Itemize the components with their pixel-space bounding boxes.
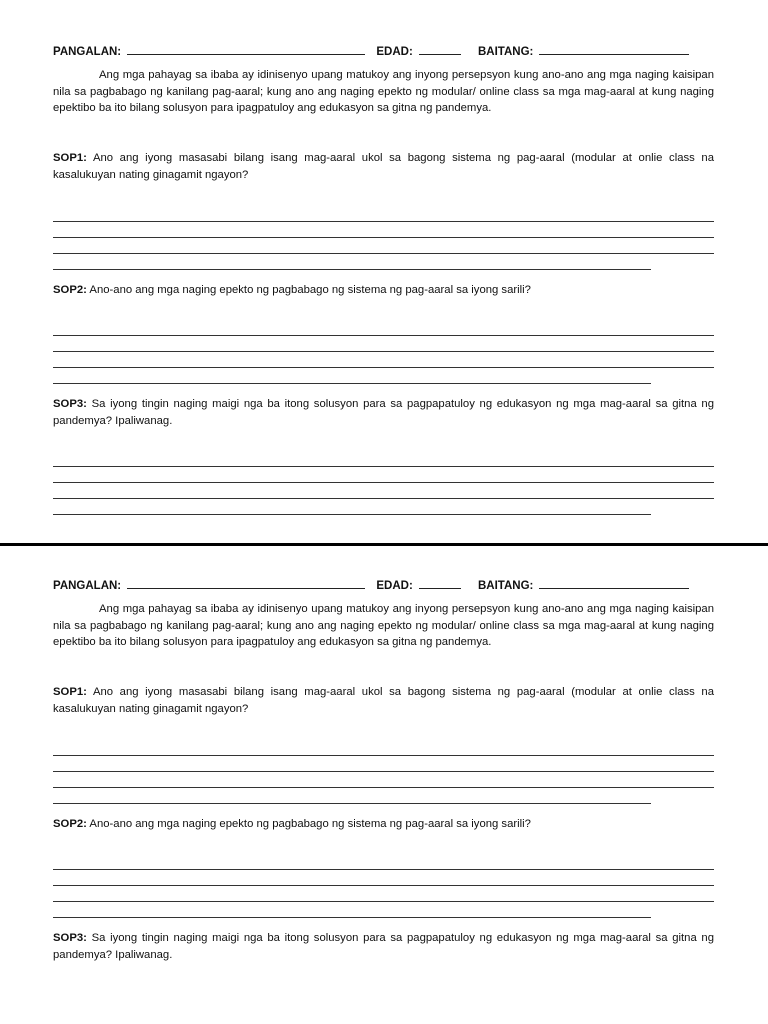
name-blank[interactable] <box>127 43 365 55</box>
answer-line[interactable] <box>53 336 714 352</box>
age-blank[interactable] <box>419 43 461 55</box>
answer-line[interactable] <box>53 756 714 772</box>
answer-line[interactable] <box>53 772 714 788</box>
question-sop1 <box>53 684 714 717</box>
answer-lines-sop2[interactable] <box>53 320 714 384</box>
grade-blank[interactable] <box>539 43 689 55</box>
question-sop2 <box>53 816 714 833</box>
answer-line[interactable] <box>53 352 714 368</box>
answer-line[interactable] <box>53 870 714 886</box>
question-text: Sa iyong tingin naging maigi nga ba itong solusyon para sa pagpapatuloy ng edukasyon ng mga mag-aaral sa gitna ng pandemya? Ipaliwanag. <box>53 398 714 427</box>
question-sop3 <box>53 930 714 963</box>
grade-blank[interactable] <box>539 577 689 589</box>
age-blank[interactable] <box>419 577 461 589</box>
answer-lines-sop1[interactable] <box>53 740 714 804</box>
answer-lines-sop2[interactable] <box>53 854 714 918</box>
answer-line[interactable] <box>53 902 651 918</box>
question-label: SOP2: <box>53 284 87 296</box>
survey-form-2 <box>0 534 768 1024</box>
question-label: SOP1: <box>53 152 87 164</box>
grade-label: BAITANG: <box>477 46 534 58</box>
answer-line[interactable] <box>53 254 651 270</box>
name-blank[interactable] <box>127 577 365 589</box>
answer-line[interactable] <box>53 238 714 254</box>
answer-line[interactable] <box>53 320 714 336</box>
intro-paragraph: Ang mga pahayag sa ibaba ay idinisenyo upang matukoy ang inyong persepsyon kung ano-ano ang mga naging kaisipan nila sa pagbabago ng kanilang pag-aaral; kung ano ang naging epekto ng modular/ online class sa mga mag-aaral at kung naging epektibo ba ito bilang solusyon para ipagpatuloy ang edukasyon sa gitna ng pandemya. <box>53 69 714 114</box>
answer-lines-sop1[interactable] <box>53 206 714 270</box>
grade-label: BAITANG: <box>477 580 534 592</box>
answer-line[interactable] <box>53 451 714 467</box>
form-header <box>53 577 693 592</box>
age-label: EDAD: <box>376 580 413 592</box>
answer-line[interactable] <box>53 467 714 483</box>
question-label: SOP1: <box>53 686 87 698</box>
answer-line[interactable] <box>53 788 651 804</box>
question-sop1 <box>53 150 714 183</box>
answer-line[interactable] <box>53 854 714 870</box>
answer-line[interactable] <box>53 483 714 499</box>
question-sop2 <box>53 282 714 299</box>
answer-line[interactable] <box>53 740 714 756</box>
answer-line[interactable] <box>53 886 714 902</box>
answer-line[interactable] <box>53 499 651 515</box>
form-header <box>53 43 693 58</box>
answer-lines-sop3[interactable] <box>53 451 714 515</box>
question-label: SOP2: <box>53 818 87 830</box>
question-text: Ano ang iyong masasabi bilang isang mag-aaral ukol sa bagong sistema ng pag-aaral (modular at onlie class na kasalukuyan nating ginagamit ngayon? <box>53 686 714 715</box>
answer-line[interactable] <box>53 206 714 222</box>
name-label: PANGALAN: <box>53 46 122 58</box>
question-label: SOP3: <box>53 398 87 410</box>
question-text: Ano ang iyong masasabi bilang isang mag-aaral ukol sa bagong sistema ng pag-aaral (modular at onlie class na kasalukuyan nating ginagamit ngayon? <box>53 152 714 181</box>
answer-line[interactable] <box>53 222 714 238</box>
question-sop3 <box>53 396 714 429</box>
name-label: PANGALAN: <box>53 580 122 592</box>
age-label: EDAD: <box>376 46 413 58</box>
question-text: Ano-ano ang mga naging epekto ng pagbabago ng sistema ng pag-aaral sa iyong sarili? <box>89 818 531 830</box>
question-text: Sa iyong tingin naging maigi nga ba itong solusyon para sa pagpapatuloy ng edukasyon ng mga mag-aaral sa gitna ng pandemya? Ipaliwanag. <box>53 932 714 961</box>
intro-paragraph: Ang mga pahayag sa ibaba ay idinisenyo upang matukoy ang inyong persepsyon kung ano-ano ang mga naging kaisipan nila sa pagbabago ng kanilang pag-aaral; kung ano ang naging epekto ng modular/ online class sa mga mag-aaral at kung naging epektibo ba ito bilang solusyon para ipagpatuloy ang edukasyon sa gitna ng pandemya. <box>53 603 714 648</box>
question-text: Ano-ano ang mga naging epekto ng pagbabago ng sistema ng pag-aaral sa iyong sarili? <box>89 284 531 296</box>
question-label: SOP3: <box>53 932 87 944</box>
answer-line[interactable] <box>53 368 651 384</box>
